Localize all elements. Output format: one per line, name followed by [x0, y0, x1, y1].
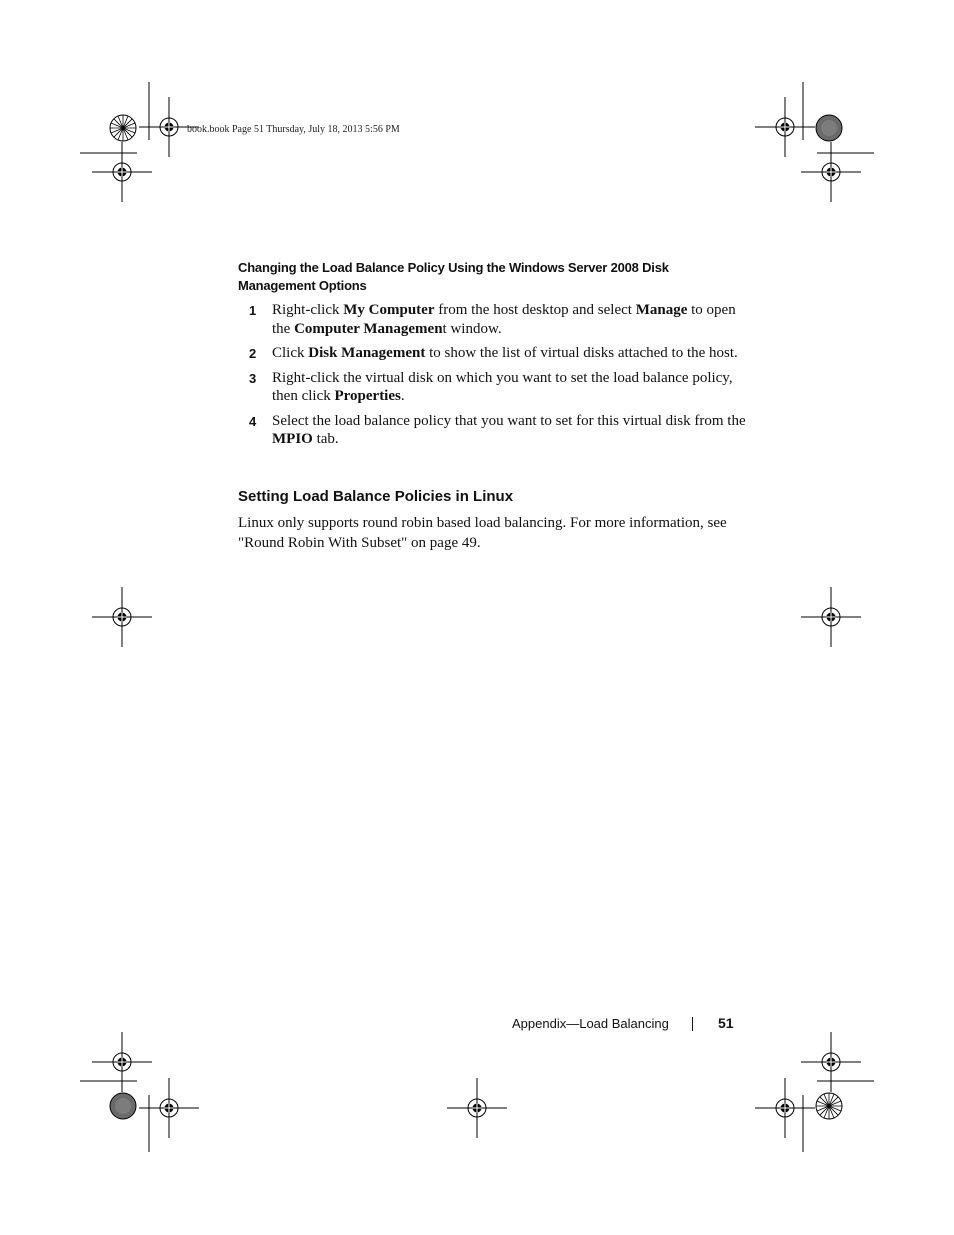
subheading: Changing the Load Balance Policy Using the Windows Server 2008 Disk Management Options — [238, 260, 669, 293]
ui-term: Computer Managemen — [294, 320, 443, 337]
step-3: 3 Right-click the virtual disk on which you want to set the load balance policy, then click Properties. — [249, 369, 733, 404]
print-slug: book.book Page 51 Thursday, July 18, 2013 5:56 PM — [187, 124, 400, 135]
footer-separator — [692, 1017, 693, 1031]
procedure-steps — [238, 301, 748, 455]
ui-term: Properties — [334, 388, 401, 404]
page-number: 51 — [718, 1015, 734, 1031]
ui-term: Manage — [635, 302, 688, 318]
ui-term: My Computer — [343, 302, 435, 318]
body-paragraph: Linux only supports round robin based load balancing. For more information, see "Round Robin With Subset" on page 49. — [238, 515, 727, 551]
step-2: 2 Click Disk Management to show the list of virtual disks attached to the host. — [238, 344, 748, 363]
step-1: 1 Right-click My Computer from the host desktop and select Manage to open the Computer Management window. — [249, 302, 736, 337]
ui-term: MPIO — [272, 431, 313, 447]
step-number: 4 — [249, 413, 257, 429]
step-number: 1 — [249, 303, 257, 318]
step-number: 3 — [249, 370, 257, 386]
footer-chapter-title: Appendix—Load Balancing — [512, 1016, 669, 1031]
step-number: 2 — [249, 346, 257, 361]
section-heading: Setting Load Balance Policies in Linux — [238, 488, 514, 505]
step-4: 4 Select the load balance policy that you want to set for this virtual disk from the MPIO tab. — [249, 412, 746, 447]
ui-term: Disk Management — [308, 345, 426, 361]
